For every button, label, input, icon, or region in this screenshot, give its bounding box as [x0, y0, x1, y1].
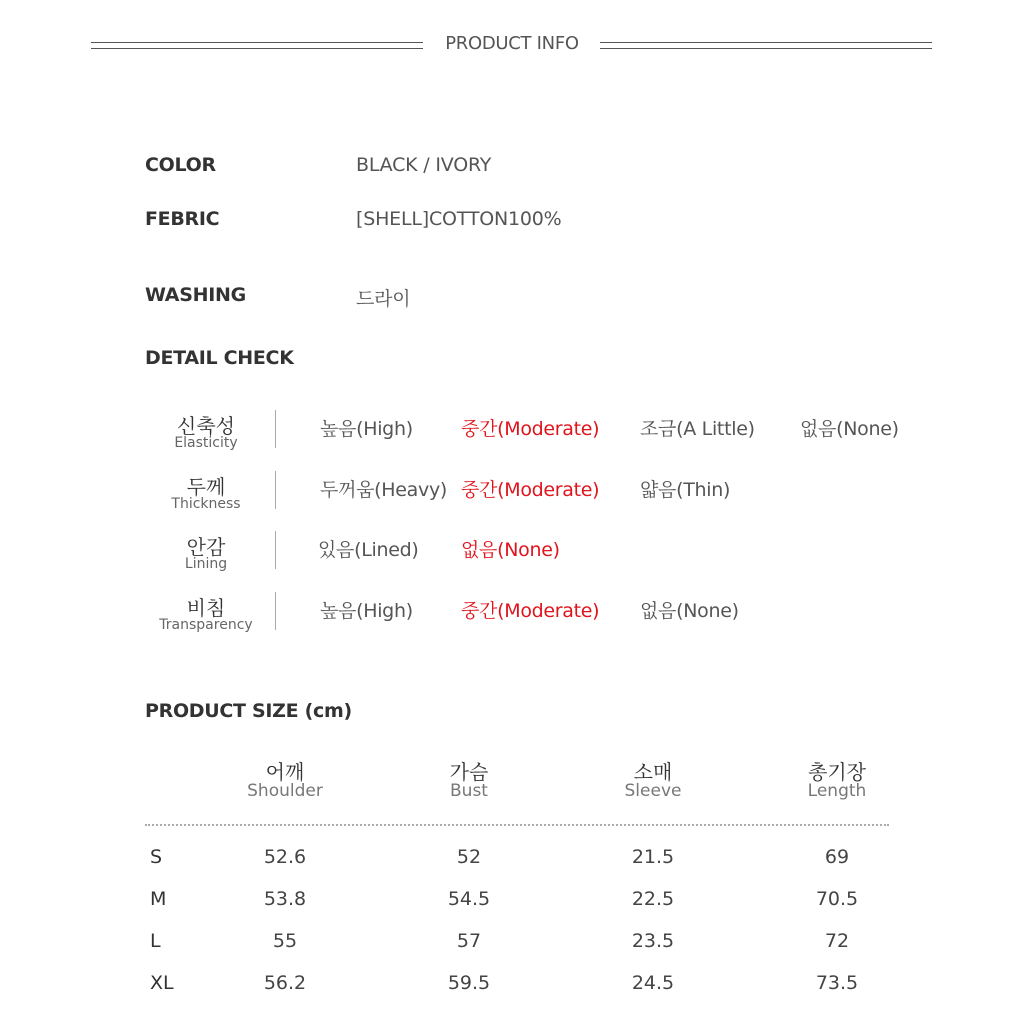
detail-label-ko: 두께	[186, 475, 226, 499]
detail-option: 높음(High)	[320, 418, 413, 440]
header-rule-left	[91, 42, 423, 49]
detail-row-lining	[0, 531, 1024, 591]
detail-row-elasticity	[0, 410, 1024, 470]
detail-option: 없음(None)	[800, 418, 899, 440]
size-cell: 57	[456, 930, 482, 952]
washing-label: WASHING	[145, 284, 246, 306]
detail-label-en: Transparency	[159, 617, 253, 633]
size-cell: 73.5	[815, 972, 859, 994]
detail-option: 조금(A Little)	[640, 418, 755, 440]
size-cell: 21.5	[631, 846, 675, 868]
detail-label-ko: 비침	[186, 596, 226, 620]
size-cell: 70.5	[815, 888, 859, 910]
detail-option: 높음(High)	[320, 600, 413, 622]
detail-row-thickness	[0, 471, 1024, 531]
fabric-value: [SHELL]COTTON100%	[356, 208, 562, 230]
size-cell: 69	[824, 846, 850, 868]
detail-label-ko: 신축성	[177, 414, 235, 438]
size-cell: 55	[272, 930, 298, 952]
detail-option: 중간(Moderate)	[461, 479, 600, 501]
size-name: S	[150, 846, 163, 868]
size-name: XL	[150, 972, 174, 994]
size-cell: 72	[824, 930, 850, 952]
size-col-en: Sleeve	[624, 781, 682, 801]
size-cell: 53.8	[263, 888, 307, 910]
washing-value: 드라이	[356, 288, 411, 310]
detail-separator	[275, 531, 276, 569]
page-title: PRODUCT INFO	[445, 33, 579, 54]
fabric-label: FEBRIC	[145, 208, 220, 230]
size-col-en: Length	[807, 781, 867, 801]
size-col-ko: 가슴	[449, 760, 489, 784]
size-cell: 52.6	[263, 846, 307, 868]
detail-separator	[275, 592, 276, 630]
detail-check-title: DETAIL CHECK	[145, 347, 294, 369]
size-table-divider	[145, 824, 889, 826]
detail-label-en: Lining	[184, 556, 228, 572]
detail-row-transparency	[0, 592, 1024, 652]
detail-separator	[275, 410, 276, 448]
size-name: M	[150, 888, 167, 910]
detail-option: 있음(Lined)	[318, 539, 419, 561]
color-value: BLACK / IVORY	[356, 154, 492, 176]
size-cell: 22.5	[631, 888, 675, 910]
detail-separator	[275, 471, 276, 509]
table-row	[0, 972, 1024, 1002]
size-cell: 59.5	[447, 972, 491, 994]
size-cell: 52	[456, 846, 482, 868]
table-row	[0, 930, 1024, 960]
size-name: L	[150, 930, 161, 952]
size-col-ko: 어깨	[265, 760, 305, 784]
detail-label-ko: 안감	[186, 535, 226, 559]
size-col-ko: 소매	[633, 760, 673, 784]
size-col-en: Bust	[450, 781, 488, 801]
color-label: COLOR	[145, 154, 216, 176]
detail-option: 없음(None)	[461, 539, 560, 561]
detail-label-en: Thickness	[171, 496, 241, 512]
size-cell: 24.5	[631, 972, 675, 994]
table-row	[0, 846, 1024, 876]
detail-label-en: Elasticity	[174, 435, 238, 451]
size-cell: 23.5	[631, 930, 675, 952]
size-col-en: Shoulder	[247, 781, 323, 801]
size-cell: 56.2	[263, 972, 307, 994]
detail-option: 얇음(Thin)	[640, 479, 731, 501]
header-rule-right	[600, 42, 932, 49]
detail-option: 중간(Moderate)	[461, 600, 600, 622]
size-col-ko: 총기장	[808, 760, 866, 784]
size-cell: 54.5	[447, 888, 491, 910]
detail-option: 중간(Moderate)	[461, 418, 600, 440]
table-row	[0, 888, 1024, 918]
product-size-title: PRODUCT SIZE (cm)	[145, 700, 352, 722]
detail-option: 두꺼움(Heavy)	[320, 479, 447, 501]
detail-option: 없음(None)	[640, 600, 739, 622]
